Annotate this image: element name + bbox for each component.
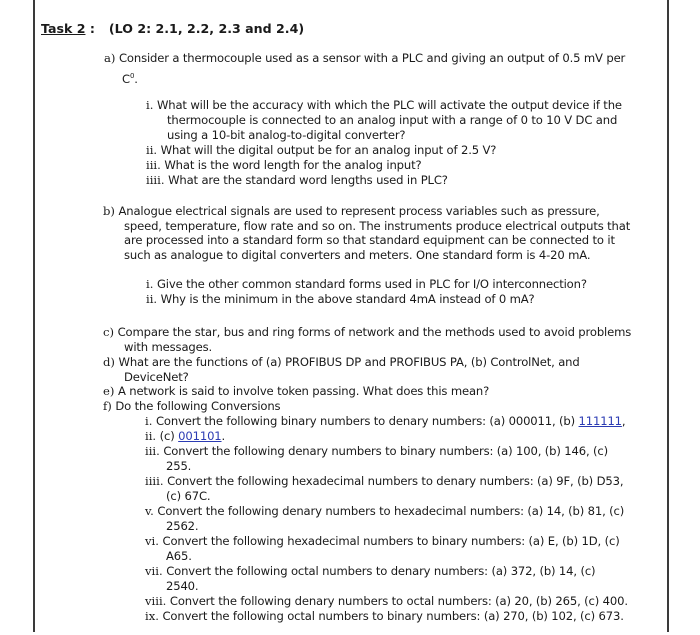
punctuation: , — [621, 414, 626, 428]
punctuation: . — [134, 72, 138, 86]
question-b-item-2 — [146, 292, 535, 306]
item-text: 2562. — [166, 519, 199, 533]
question-marker: f) — [103, 399, 112, 413]
item-text: Convert the following denary numbers to hexadecimal numbers: (a) 14, (b) 81, (c) — [157, 504, 625, 518]
question-marker: c) — [103, 325, 115, 339]
conversion-item-3 — [145, 444, 608, 458]
conversion-item-4-cont — [166, 489, 210, 503]
question-c — [103, 325, 631, 339]
item-marker: ii. — [146, 292, 158, 306]
conversion-item-7 — [145, 564, 595, 578]
question-b-cont — [124, 233, 615, 247]
question-text: A network is said to involve token passing. What does this mean? — [117, 384, 490, 398]
question-b-cont — [124, 248, 590, 262]
item-marker: iiii. — [145, 474, 164, 488]
question-c-cont — [124, 340, 212, 354]
item-text: Convert the following binary numbers to denary numbers: (a) 000011, (b) — [155, 414, 579, 428]
question-marker: a) — [104, 51, 116, 65]
question-b-item-1 — [146, 277, 587, 291]
question-marker: e) — [103, 384, 115, 398]
question-a-item-4 — [146, 173, 448, 187]
question-text: Consider a thermocouple used as a sensor with a PLC and giving an output of 0.5 mV per — [118, 51, 626, 65]
question-e — [103, 384, 489, 398]
conversion-item-9 — [145, 609, 624, 623]
item-marker: ix. — [145, 609, 159, 623]
item-text: What are the standard word lengths used in PLC? — [168, 173, 448, 187]
item-marker: i. — [145, 414, 153, 428]
conversion-item-5-cont — [166, 519, 198, 533]
item-marker: iii. — [146, 158, 161, 172]
learning-outcomes: (LO 2: 2.1, 2.2, 2.3 and 2.4) — [108, 21, 305, 36]
item-text: What is the word length for the analog input? — [164, 158, 422, 172]
question-text: such as analogue to digital converters and meters. One standard form is 4-20 mA. — [124, 248, 591, 262]
item-marker: i. — [146, 277, 154, 291]
question-a — [104, 51, 625, 65]
question-a-cont — [122, 69, 138, 86]
question-d — [103, 355, 580, 369]
item-marker: ii. — [146, 143, 158, 157]
item-text: What will be the accuracy with which the PLC will activate the output device if the — [156, 98, 622, 112]
conversion-item-6 — [145, 534, 620, 548]
question-a-item-2 — [146, 143, 496, 157]
punctuation: . — [221, 429, 226, 443]
question-a-item-1 — [146, 98, 622, 112]
binary-link-001101[interactable]: 001101 — [178, 429, 222, 443]
item-text: A65. — [166, 549, 192, 563]
item-marker: i. — [146, 98, 154, 112]
item-text: thermocouple is connected to an analog input with a range of 0 to 10 V DC and — [167, 113, 618, 127]
conversion-item-1 — [145, 414, 625, 428]
question-text: speed, temperature, flow rate and so on. The instruments produce electrical outputs that — [124, 219, 631, 233]
item-marker: iiii. — [146, 173, 165, 187]
item-marker: vii. — [145, 564, 163, 578]
item-text: Convert the following denary numbers to octal numbers: (a) 20, (b) 265, (c) 400. — [169, 594, 628, 608]
task-label: Task 2 — [41, 21, 86, 36]
question-a-item-3 — [146, 158, 421, 172]
question-text: Analogue electrical signals are used to represent process variables such as pressure, — [118, 204, 600, 218]
item-text: Convert the following octal numbers to denary numbers: (a) 372, (b) 14, (c) — [166, 564, 596, 578]
item-text: 255. — [166, 459, 192, 473]
conversion-item-2 — [145, 429, 225, 443]
question-a-item-1-cont — [167, 128, 405, 142]
item-text: Why is the minimum in the above standard 4mA instead of 0 mA? — [160, 292, 535, 306]
conversion-item-6-cont — [166, 549, 192, 563]
question-marker: d) — [103, 355, 115, 369]
item-marker: v. — [145, 504, 154, 518]
question-text: C — [122, 72, 130, 86]
question-text: are processed into a standard form so that standard equipment can be connected to it — [124, 233, 615, 247]
question-text: What are the functions of (a) PROFIBUS DP and PROFIBUS PA, (b) ControlNet, and — [118, 355, 580, 369]
item-text: (c) 67C. — [166, 489, 211, 503]
conversion-item-7-cont — [166, 579, 198, 593]
question-b — [103, 204, 600, 218]
degree-superscript: 0 — [129, 72, 135, 80]
question-d-cont — [124, 370, 189, 384]
binary-link-111111[interactable]: 111111 — [578, 414, 622, 428]
conversion-item-3-cont — [166, 459, 191, 473]
question-text: Compare the star, bus and ring forms of network and the methods used to avoid problems — [117, 325, 632, 339]
item-text: What will the digital output be for an analog input of 2.5 V? — [160, 143, 497, 157]
item-text: Convert the following hexadecimal numbers to denary numbers: (a) 9F, (b) D53, — [167, 474, 624, 488]
item-marker: iii. — [145, 444, 160, 458]
task-header — [41, 22, 304, 36]
conversion-item-5 — [145, 504, 624, 518]
item-text: Convert the following hexadecimal numbers to binary numbers: (a) E, (b) 1D, (c) — [162, 534, 620, 548]
item-marker: viii. — [145, 594, 167, 608]
conversion-item-8 — [145, 594, 628, 608]
item-text: Convert the following octal numbers to binary numbers: (a) 270, (b) 102, (c) 673. — [162, 609, 624, 623]
task-colon: : — [85, 21, 95, 36]
question-b-cont — [124, 219, 630, 233]
question-a-item-1-cont — [167, 113, 617, 127]
item-text: (c) — [159, 429, 179, 443]
item-text: using a 10-bit analog-to-digital converter? — [167, 128, 406, 142]
question-text: Do the following Conversions — [115, 399, 281, 413]
item-text: Give the other common standard forms used in PLC for I/O interconnection? — [156, 277, 587, 291]
item-marker: ii. — [145, 429, 157, 443]
item-text: Convert the following denary numbers to binary numbers: (a) 100, (b) 146, (c) — [163, 444, 608, 458]
item-text: 2540. — [166, 579, 199, 593]
question-f — [103, 399, 280, 413]
item-marker: vi. — [145, 534, 159, 548]
question-text: DeviceNet? — [124, 370, 189, 384]
question-text: with messages. — [124, 340, 213, 354]
conversion-item-4 — [145, 474, 623, 488]
question-marker: b) — [103, 204, 115, 218]
